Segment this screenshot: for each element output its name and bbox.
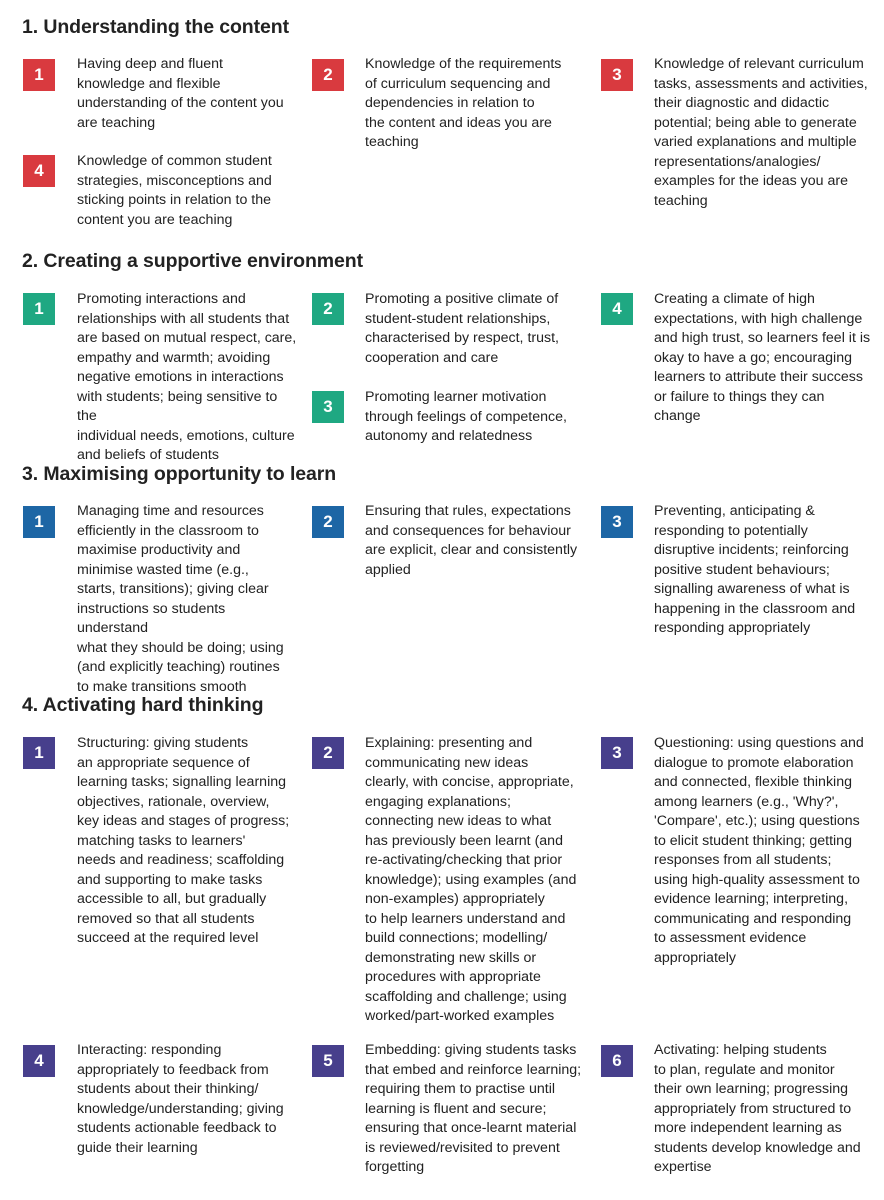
item-number-badge: 3 — [601, 59, 633, 91]
section-title: 4. Activating hard thinking — [22, 694, 264, 716]
item-text: Managing time and resources efficiently in the classroom to maximise productivity and minimise wasted time (e.g., starts, transitions); giving clear instructions so students understand what they should be doing; using (and explicitly teaching) routines to make transitions smooth — [77, 503, 284, 695]
item-text: Knowledge of relevant curriculum tasks, assessments and activities, their diagnostic and didactic potential; being able to generate varied explanations and multiple representations/analogies/ examples for the ideas you are teaching — [654, 56, 868, 209]
item-text: Promoting a positive climate of student-student relationships, characterised by respect, trust, cooperation and care — [365, 291, 559, 366]
item-number-badge: 2 — [312, 59, 344, 91]
item-text: Preventing, anticipating & responding to potentially disruptive incidents; reinforcing positive student behaviours; signalling awareness of what is happening in the classroom and responding appropriately — [654, 503, 856, 636]
item-number-badge: 6 — [601, 1045, 633, 1077]
item-number-badge: 2 — [312, 293, 344, 325]
item-number-badge: 2 — [312, 506, 344, 538]
item-text: Interacting: responding appropriately to feedback from students about their thinking/ knowledge/understanding; giving students actionable feedback to guide their learning — [77, 1042, 284, 1156]
item-number-badge: 3 — [312, 391, 344, 423]
item-number-badge: 1 — [23, 506, 55, 538]
item-text: Knowledge of common student strategies, misconceptions and sticking points in relation to the content you are teaching — [77, 153, 272, 228]
item-number-badge: 1 — [23, 59, 55, 91]
section-title: 1. Understanding the content — [22, 16, 289, 38]
item-text: Having deep and fluent knowledge and flexible understanding of the content you are teaching — [77, 56, 284, 131]
item-text: Questioning: using questions and dialogue to promote elaboration and connected, flexible thinking among learners (e.g., 'Why?', 'Compare', etc.); using questions to elicit student thinking; getting responses from all students; using high-quality assessment to evidence learning; interpreting, communicating and responding to assessment evidence appropriately — [654, 735, 864, 966]
item-number-badge: 1 — [23, 737, 55, 769]
item-number-badge: 4 — [23, 155, 55, 187]
item-text: Ensuring that rules, expectations and consequences for behaviour are explicit, clear and consistently applied — [365, 503, 578, 578]
item-text: Promoting learner motivation through feelings of competence, autonomy and relatedness — [365, 389, 567, 444]
item-number-badge: 2 — [312, 737, 344, 769]
item-number-badge: 1 — [23, 293, 55, 325]
item-text: Embedding: giving students tasks that embed and reinforce learning; requiring them to practise until learning is fluent and secure; ensuring that once-learnt material is reviewed/revisited to prevent forgetting — [365, 1042, 582, 1175]
item-text: Promoting interactions and relationships with all students that are based on mutual respect, care, empathy and warmth; avoiding negative emotions in interactions with students; being sensitive to the individual needs, emotions, culture and beliefs of students — [77, 291, 297, 463]
item-number-badge: 4 — [23, 1045, 55, 1077]
item-text: Activating: helping students to plan, regulate and monitor their own learning; progressing appropriately from structured to more independent learning as students develop knowledge and expertise — [654, 1042, 861, 1175]
item-number-badge: 3 — [601, 506, 633, 538]
item-text: Structuring: giving students an appropriate sequence of learning tasks; signalling learning objectives, rationale, overview, key ideas and stages of progress; matching tasks to learners' needs and readiness; scaffolding and supporting to make tasks accessible to all, but gradually removed so that all students succeed at the required level — [77, 735, 290, 946]
section-title: 3. Maximising opportunity to learn — [22, 463, 337, 485]
item-number-badge: 4 — [601, 293, 633, 325]
item-text: Explaining: presenting and communicating new ideas clearly, with concise, appropriate, engaging explanations; connecting new ideas to what has previously been learnt (and re-activating/checking that prior knowledge); using examples (and non-examples) appropriately to help learners understand and build connections; modelling/ demonstrating new skills or procedures with appropriate scaffolding and challenge; using worked/part-worked examples — [365, 735, 577, 1024]
item-number-badge: 5 — [312, 1045, 344, 1077]
item-number-badge: 3 — [601, 737, 633, 769]
item-text: Creating a climate of high expectations, with high challenge and high trust, so learners feel it is okay to have a go; encouraging learners to attribute their success or failure to things they can change — [654, 291, 871, 424]
section-title: 2. Creating a supportive environment — [22, 250, 363, 272]
item-text: Knowledge of the requirements of curriculum sequencing and dependencies in relation to the content and ideas you are teaching — [365, 56, 562, 150]
